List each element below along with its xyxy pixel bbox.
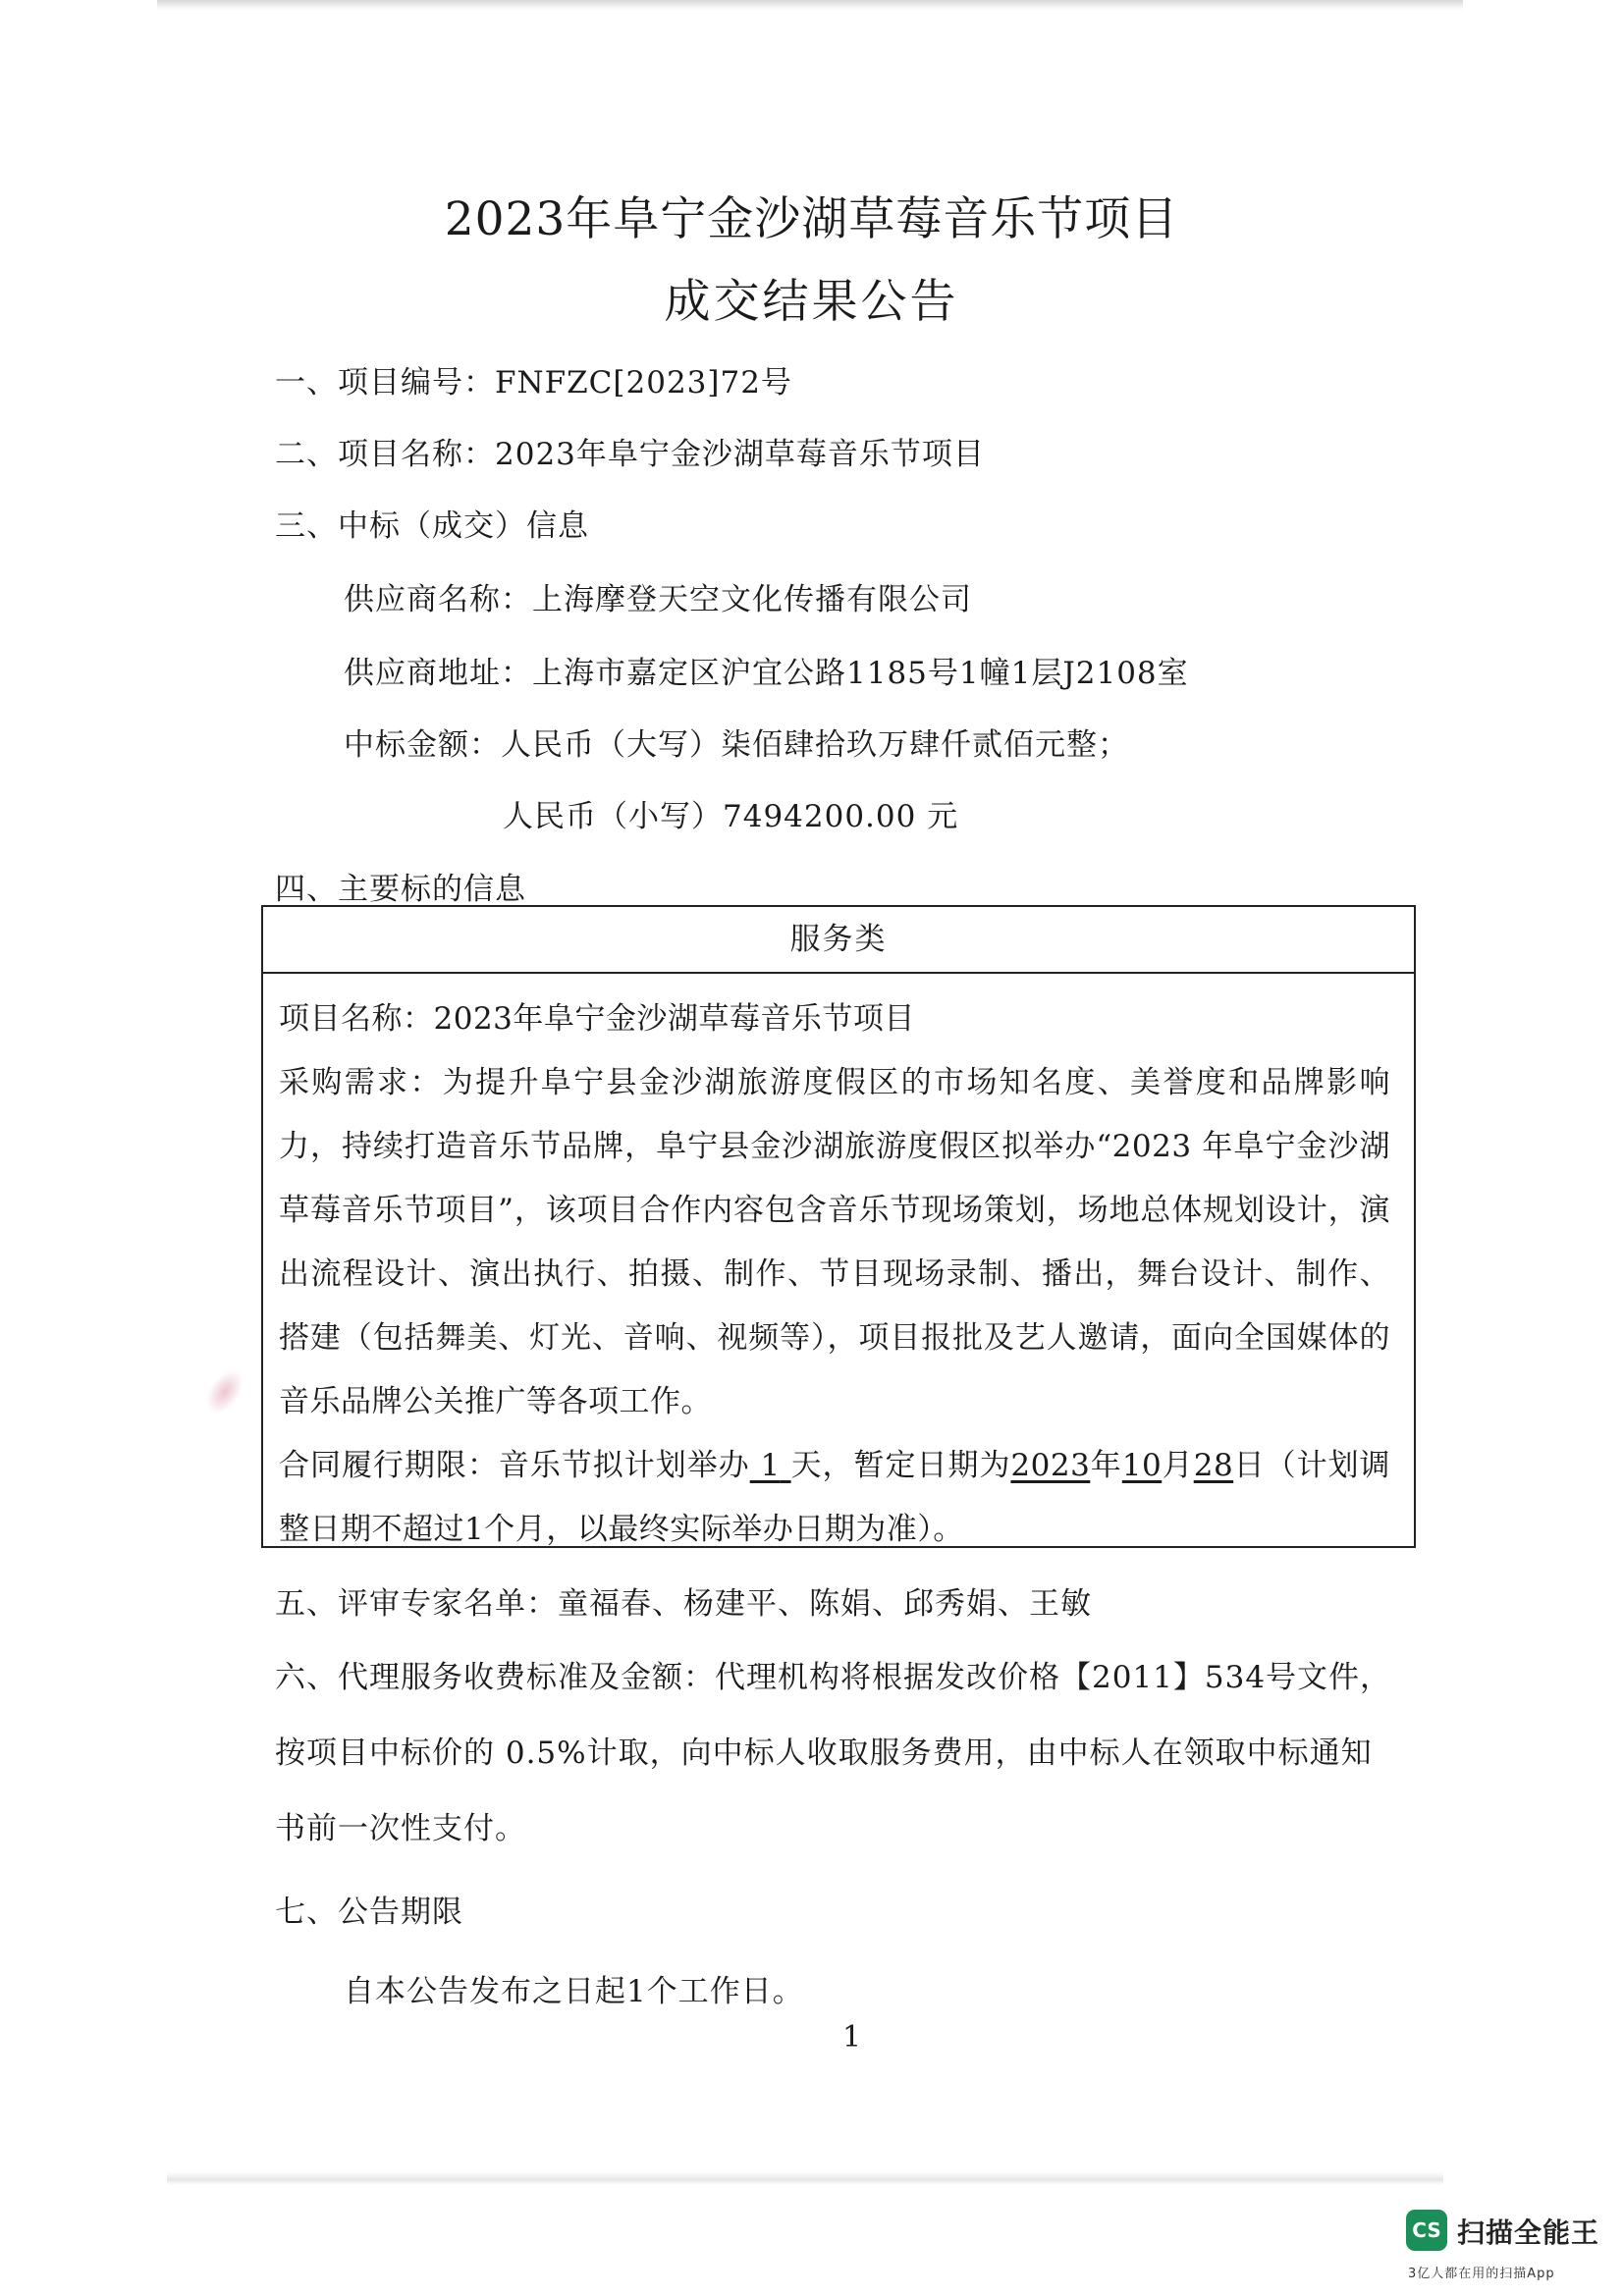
watermark-tagline: 3亿人都在用的扫描App [1408, 2267, 1555, 2281]
supplier-name: 供应商名称：上海摩登天空文化传播有限公司 [344, 582, 972, 617]
notice-period-body: 自本公告发布之日起1个工作日。 [344, 1974, 804, 2009]
period-prefix: 合同履行期限：音乐节拟计划举办 [279, 1448, 750, 1483]
scanner-watermark [1406, 2202, 1612, 2285]
scan-edge-bottom [167, 2171, 1443, 2185]
notice-period-heading: 七、公告期限 [275, 1895, 463, 1930]
watermark-name: 扫描全能王 [1457, 2216, 1600, 2249]
table-project-name: 项目名称：2023年阜宁金沙湖草莓音乐节项目 [279, 1001, 915, 1037]
expert-list: 五、评审专家名单：童福春、杨建平、陈娟、邱秀娟、王敏 [275, 1586, 1092, 1622]
supplier-address: 供应商地址：上海市嘉定区沪宜公路1185号1幢1层J2108室 [344, 656, 1189, 691]
period-suffix: 日（计划调整日期不超过1个月，以最终实际举办日期为准）。 [279, 1448, 1391, 1547]
document-title: 2023年阜宁金沙湖草莓音乐节项目 [444, 192, 1179, 246]
agency-fee-line-3: 书前一次性支付。 [275, 1811, 526, 1846]
table-requirement: 采购需求：为提升阜宁县金沙湖旅游度假区的市场知名度、美誉度和品牌影响力，持续打造音乐节品牌，阜宁县金沙湖旅游度假区拟举办“2023 年阜宁金沙湖草莓音乐节项目”，该项目合作内容包含音乐节现场策划，场地总体规划设计，演出流程设计、演出执行、拍摄、制作、节目现场录制、播出，舞台设计、制作、搭建（包括舞美、灯光、音响、视频等），项目报批及艺人邀请，面向全国媒体的音乐品牌公关推广等各项工作。 [279, 1065, 1390, 1419]
table-contract-period: 合同履行期限：音乐节拟计划举办 1 天，暂定日期为2023年10月28日（计划调整日期不超过1个月，以最终实际举办日期为准）。 [279, 1448, 1391, 1547]
award-amount-upper: 中标金额：人民币（大写）柒佰肆拾玖万肆仟贰佰元整； [344, 727, 1129, 763]
project-number: 一、项目编号：FNFZC[2023]72号 [275, 365, 792, 400]
agency-fee-line-2: 按项目中标价的 0.5%计取，向中标人收取服务费用，由中标人在领取中标通知 [275, 1735, 1373, 1771]
award-amount-lower: 人民币（小写）7494200.00 元 [503, 799, 959, 834]
period-year: 2023 [1010, 1448, 1091, 1483]
subject-info-table [261, 905, 1416, 1548]
main-subject-heading: 四、主要标的信息 [275, 872, 526, 907]
award-info-heading: 三、中标（成交）信息 [275, 508, 589, 544]
camscanner-logo-icon: CS [1406, 2210, 1447, 2251]
period-month: 10 [1121, 1448, 1163, 1483]
period-day: 28 [1193, 1448, 1234, 1483]
document-subtitle: 成交结果公告 [664, 275, 959, 329]
scan-edge-top [157, 0, 1463, 10]
period-days: 1 [760, 1448, 781, 1483]
scan-stain [198, 1363, 250, 1420]
table-body [279, 988, 1390, 1562]
agency-fee-line-1: 六、代理服务收费标准及金额：代理机构将根据发改价格【2011】534号文件， [275, 1660, 1392, 1695]
project-name: 二、项目名称：2023年阜宁金沙湖草莓音乐节项目 [275, 437, 985, 472]
table-header: 服务类 [263, 907, 1414, 974]
period-mid: 天，暂定日期为 [790, 1448, 1011, 1483]
page-number: 1 [842, 2020, 862, 2055]
